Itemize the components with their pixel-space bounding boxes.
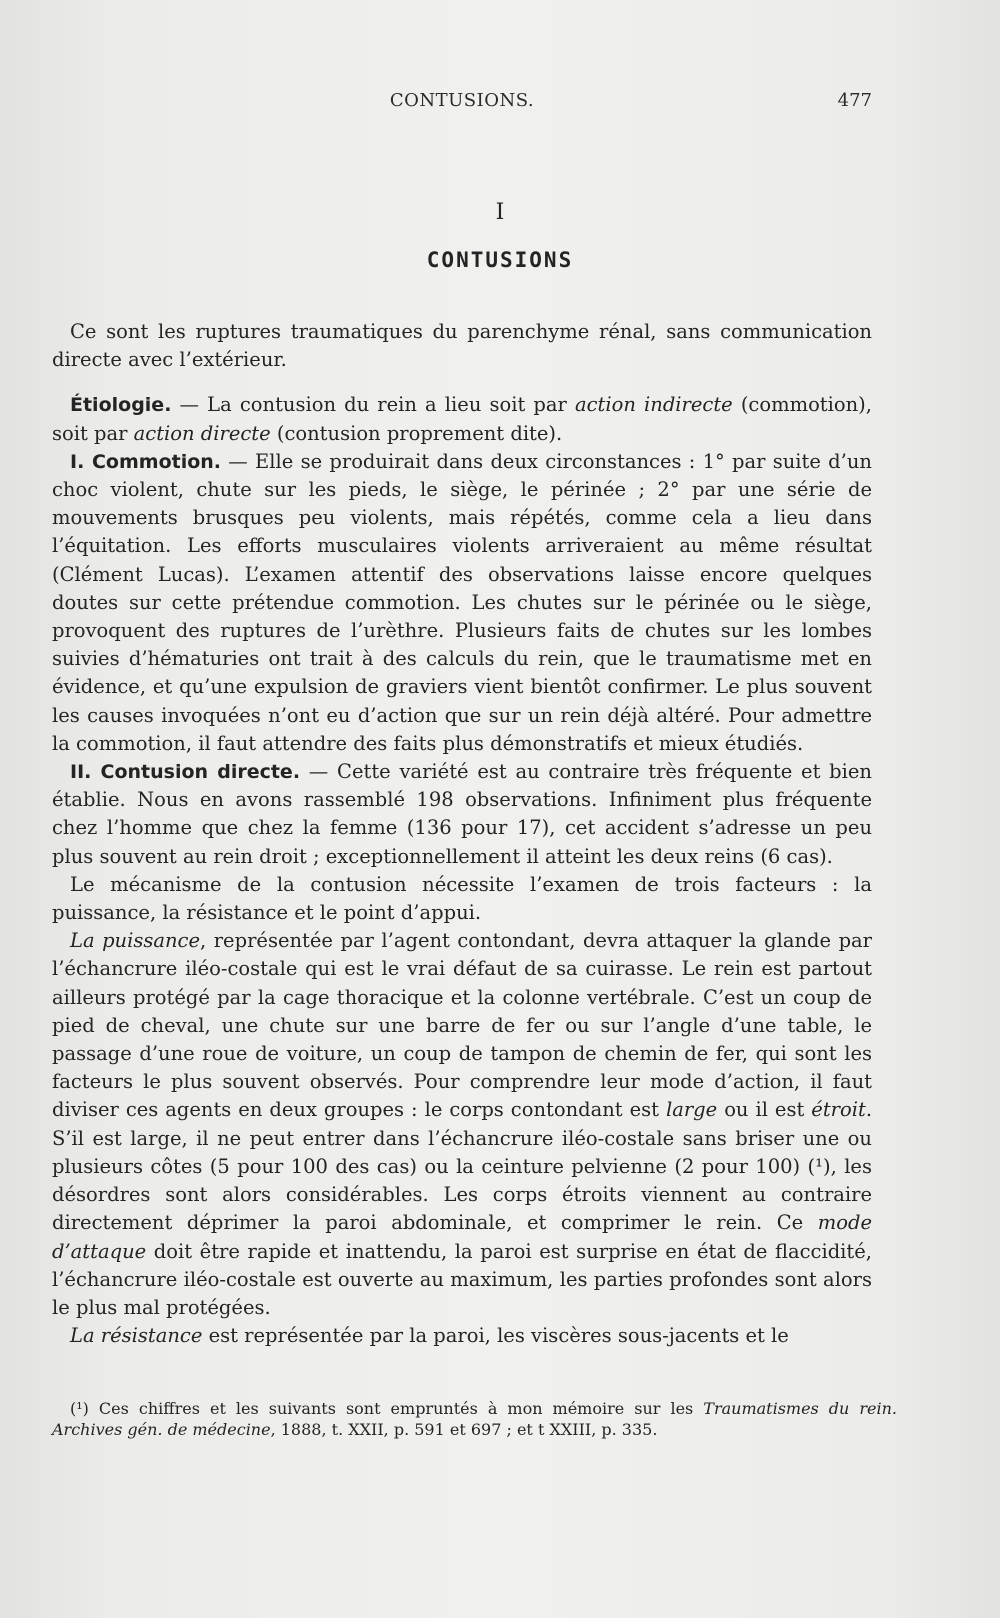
- puissance-text-4: , les désordres sont alors considérables. Les corps étroits viennent au contraire directement déprimer la paroi abdominale, et comprimer le rein. Ce: [52, 1154, 872, 1235]
- footnote: [52, 1398, 897, 1440]
- puissance-text-2: ou il est: [717, 1098, 812, 1122]
- mecanisme-paragraph: [52, 871, 872, 927]
- footnote-text-2: , 1888, t. XXII, p. 591 et 697 ; et t XXIII, p. 335.: [270, 1420, 658, 1439]
- intro-paragraph: [52, 318, 872, 374]
- commotion-heading: I. Commotion.: [70, 450, 222, 473]
- commotion-text: — Elle se produirait dans deux circonstances : 1° par suite d’un choc violent, chute sur les pieds, le siège, le périnée ; 2° par une série de mouvements brusques peu violents, mais répétés, comme cela a lieu dans l’équitation. Les efforts musculaires violents arriveraient au même résultat (Clément Lucas). L’examen attentif des observations laisse encore quelques doutes sur cette prétendue commotion. Les chutes sur le périnée ou le siège, provoquent des ruptures de l’urèthre. Plusieurs faits de chutes sur les lombes suivies d’hématuries ont trait à des calculs du rein, que le traumatisme met en évidence, et qu’une expulsion de graviers vient bientôt confirmer. Le plus souvent les causes invoquées n’ont eu d’action que sur un rein déjà altéré. Pour admettre la commotion, il faut attendre des faits plus démonstratifs et mieux étudiés.: [52, 449, 872, 755]
- puissance-italic-large: large: [666, 1098, 718, 1122]
- resistance-paragraph: [52, 1322, 872, 1350]
- footnote-marker: (¹): [70, 1399, 89, 1418]
- footnote-reference: (¹): [807, 1154, 831, 1178]
- chapter-title: CONTUSIONS: [426, 248, 574, 272]
- commotion-paragraph: [52, 448, 872, 758]
- chapter-number: I: [495, 200, 505, 225]
- contusion-directe-text: — Cette variété est au contraire très fréquente et bien établie. Nous en avons rassemblé 198 observations. Infiniment plus fréquente chez l’homme que chez la femme (136 pour 17), cet accident s’adresse un peu plus souvent au rein droit ; exceptionnellement il atteint les deux reins (6 cas).: [52, 760, 872, 868]
- puissance-paragraph: [52, 927, 872, 1322]
- page-number: 477: [837, 90, 872, 111]
- etiologie-italic-2: action directe: [133, 421, 271, 445]
- contusion-directe-heading: II. Contusion directe.: [70, 761, 301, 784]
- puissance-text-1: , représentée par l’agent contondant, devra attaquer la glande par l’échancrure iléo-costale qui est le vrai défaut de sa cuirasse. Le rein est partout ailleurs protégé par la cage thoracique et la colonne vertébrale. C’est un coup de pied de cheval, une chute sur une barre de fer ou sur l’angle d’une table, le passage d’une roue de voiture, un coup de tampon de chemin de fer, qui sont les facteurs le plus souvent observés. Pour comprendre leur mode d’action, il faut diviser ces agents en deux groupes : le corps contondant est: [52, 929, 872, 1122]
- resistance-lead: La résistance: [70, 1324, 203, 1348]
- body-text: [52, 318, 872, 1350]
- puissance-text-5: doit être rapide et inattendu, la paroi est surprise en état de flaccidité, l’échancrure iléo-costale est ouverte au maximum, les parties profondes sont alors le plus mal protégées.: [52, 1239, 872, 1319]
- puissance-italic-mode: mode d’attaque: [52, 1211, 872, 1263]
- puissance-text-3: . S’il est large, il ne peut entrer dans l’échancrure iléo-costale sans briser une ou plusieurs côtes (5 pour 100 des cas) ou la ceinture pelvienne (2 pour 100): [52, 1098, 873, 1178]
- running-title: CONTUSIONS.: [389, 90, 535, 111]
- etiologie-text-2: (commotion), soit par: [52, 393, 872, 445]
- etiologie-paragraph: [52, 391, 872, 447]
- etiologie-heading: Étiologie.: [70, 394, 172, 417]
- footnote-italic: Traumatismes du rein. Archives gén. de médecine: [52, 1399, 897, 1439]
- resistance-text: est représentée par la paroi, les viscères sous-jacents et le: [202, 1324, 789, 1348]
- puissance-italic-etroit: étroit: [811, 1098, 866, 1122]
- etiologie-text-3: (contusion proprement dite).: [270, 421, 563, 445]
- mecanisme-text: Le mécanisme de la contusion nécessite l’examen de trois facteurs : la puissance, la résistance et le point d’appui.: [52, 872, 872, 925]
- footnote-paragraph: [52, 1398, 897, 1440]
- puissance-lead: La puissance: [70, 929, 201, 953]
- running-head: [52, 90, 872, 114]
- etiologie-text-1: — La contusion du rein a lieu soit par: [171, 393, 575, 417]
- intro-text: Ce sont les ruptures traumatiques du parenchyme rénal, sans communication directe avec l’extérieur.: [52, 320, 872, 372]
- footnote-text-1: Ces chiffres et les suivants sont empruntés à mon mémoire sur les: [88, 1399, 704, 1418]
- etiologie-italic-1: action indirecte: [574, 393, 733, 417]
- contusion-directe-paragraph: [52, 758, 872, 871]
